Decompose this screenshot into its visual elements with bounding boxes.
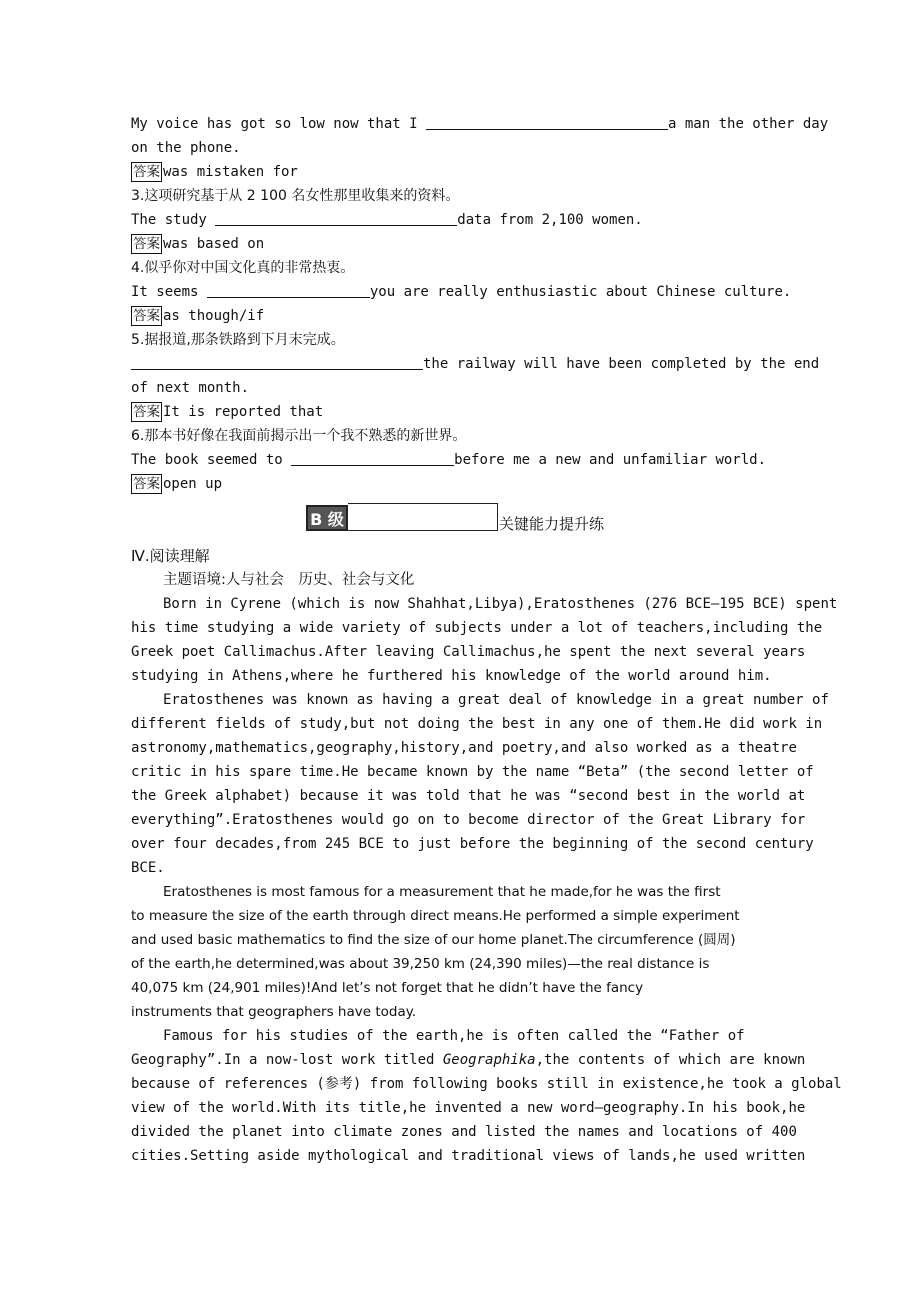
answer-label-box: 答案	[133, 476, 160, 492]
sentence-text: a man the other day	[668, 116, 829, 132]
document-page	[131, 112, 842, 1168]
answer-blank[interactable]	[131, 353, 423, 370]
sentence-text: you are really enthusiastic about Chinese culture.	[369, 284, 792, 300]
passage-line: the Greek alphabet) because it was told that he was “second best in the world at	[131, 788, 806, 804]
passage-line: Eratosthenes is most famous for a measurement that he made,for he was the first	[163, 884, 721, 900]
passage-paragraph-4	[131, 1024, 842, 1168]
theme-line: 主题语境:人与社会 历史、社会与文化	[163, 572, 415, 588]
question-line	[131, 136, 831, 160]
question-line	[131, 280, 831, 304]
answer-line	[131, 472, 831, 496]
question-line	[131, 376, 831, 400]
sentence-text: My voice has got so low now that I	[131, 116, 427, 132]
sentence-text: of next month.	[131, 380, 250, 396]
sentence-text: The study	[131, 212, 216, 228]
answer-line	[131, 400, 831, 424]
answer-blank[interactable]	[207, 281, 370, 298]
answer-line	[131, 232, 831, 256]
passage-line	[131, 1048, 831, 1072]
book-title: Geographika	[442, 1052, 536, 1068]
passage-line: studying in Athens,where he furthered his knowledge of the world around him.	[131, 668, 772, 684]
sentence-text: data from 2,100 women.	[457, 212, 643, 228]
answer-label-box: 答案	[133, 404, 160, 420]
sentence-text: before me a new and unfamiliar world.	[454, 452, 767, 468]
passage-line: Famous for his studies of the earth,he is often called the “Father of	[163, 1028, 745, 1044]
answer-line	[131, 304, 831, 328]
passage-line: 40,075 km (24,901 miles)!And let’s not forget that he didn’t have the fancy	[131, 980, 644, 996]
passage-line: everything”.Eratosthenes would go on to become director of the Great Library for	[131, 812, 806, 828]
question-line	[131, 352, 831, 376]
level-badge: B 级	[306, 505, 348, 531]
answer-blank[interactable]	[215, 209, 457, 226]
passage-line: of the earth,he determined,was about 39,250 km (24,390 miles)—the real distance is	[131, 956, 710, 972]
answer-text: was mistaken for	[163, 164, 298, 180]
passage-line: his time studying a wide variety of subjects under a lot of teachers,including the	[131, 620, 823, 636]
passage-line: cities.Setting aside mythological and traditional views of lands,he used written	[131, 1148, 806, 1164]
passage-line: and used basic mathematics to find the size of our home planet.The circumference (圆周)	[131, 932, 736, 948]
passage-line: Eratosthenes was known as having a great deal of knowledge in a great number of	[163, 692, 829, 708]
passage-line: divided the planet into climate zones and listed the names and locations of 400	[131, 1124, 797, 1140]
passage-line: Greek poet Callimachus.After leaving Callimachus,he spent the next several years	[131, 644, 806, 660]
answer-blank[interactable]	[426, 113, 668, 130]
passage-line: critic in his spare time.He became known by the name “Beta” (the second letter of	[131, 764, 814, 780]
answer-text: was based on	[163, 236, 265, 252]
level-banner	[131, 500, 831, 540]
passage-line: view of the world.With its title,he invented a new word—geography.In his book,he	[131, 1100, 806, 1116]
answer-text: It is reported that	[163, 404, 324, 420]
question-line	[131, 448, 831, 472]
passage-line: Born in Cyrene (which is now Shahhat,Libya),Eratosthenes (276 BCE—195 BCE) spent	[163, 596, 838, 612]
passage-line: because of references (参考) from following books still in existence,he took a global	[131, 1076, 842, 1092]
answer-label-box: 答案	[133, 308, 160, 324]
question-prompt: 3.这项研究基于从 2 100 名女性那里收集来的资料。	[131, 188, 460, 204]
sentence-text: on the phone.	[131, 140, 241, 156]
question-prompt: 4.似乎你对中国文化真的非常热衷。	[131, 260, 355, 276]
passage-paragraph-1	[131, 592, 838, 688]
answer-label-box: 答案	[133, 236, 160, 252]
question-line	[131, 112, 831, 136]
question-prompt: 5.据报道,那条铁路到下月末完成。	[131, 332, 345, 348]
passage-line: different fields of study,but not doing the best in any one of them.He did work in	[131, 716, 823, 732]
answer-text: as though/if	[163, 308, 265, 324]
passage-line: to measure the size of the earth through direct means.He performed a simple experiment	[131, 908, 740, 924]
passage-text: ,the contents of which are known	[535, 1052, 806, 1068]
sentence-text: The book seemed to	[131, 452, 292, 468]
passage-line: over four decades,from 245 BCE to just before the beginning of the second century	[131, 836, 814, 852]
section-heading: Ⅳ.阅读理解	[131, 547, 210, 565]
question-line	[131, 208, 831, 232]
question-prompt: 6.那本书好像在我面前揭示出一个我不熟悉的新世界。	[131, 428, 467, 444]
sentence-text: It seems	[131, 284, 207, 300]
answer-blank[interactable]	[291, 449, 454, 466]
answer-text: open up	[163, 476, 223, 492]
level-frame	[348, 503, 498, 531]
passage-text: Geography”.In a now-lost work titled	[131, 1052, 443, 1068]
passage-line: instruments that geographers have today.	[131, 1004, 417, 1020]
sentence-text: the railway will have been completed by the end	[423, 356, 820, 372]
passage-paragraph-3	[131, 880, 831, 1024]
answer-line	[131, 160, 831, 184]
level-title: 关键能力提升练	[499, 515, 605, 533]
answer-label-box: 答案	[133, 164, 160, 180]
passage-line: astronomy,mathematics,geography,history,and poetry,and also worked as a theatre	[131, 740, 797, 756]
passage-line: BCE.	[131, 860, 165, 876]
passage-paragraph-2	[131, 688, 831, 880]
